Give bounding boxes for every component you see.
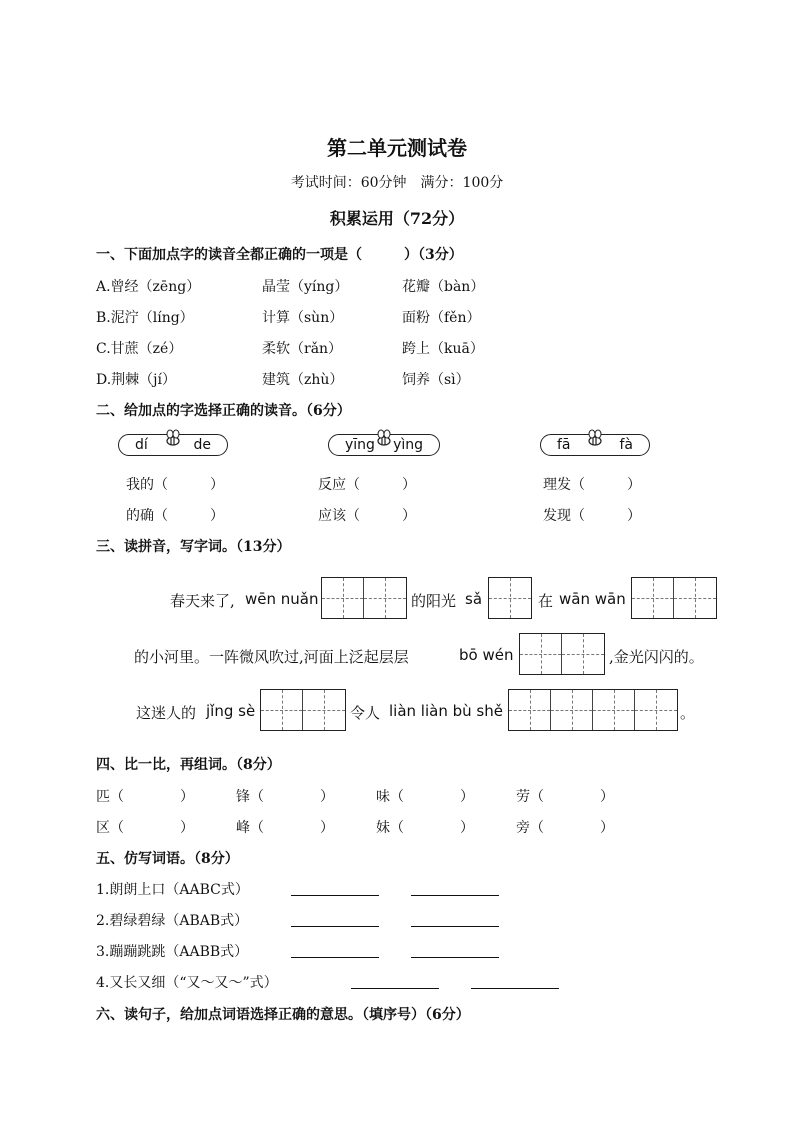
q2-item-6: 发现（ ） (543, 508, 641, 524)
answer-grid[interactable] (508, 689, 678, 731)
q3-line1-text-b: 的阳光 (411, 592, 457, 610)
q3-line1-text-c: 在 (538, 592, 554, 610)
q3-line1-pinyin-2: sǎ (465, 590, 483, 608)
q4-item-1: 匹（ ） (96, 789, 194, 805)
q5-item-4: 4.又长又细（“又～又～”式） (96, 975, 278, 991)
answer-grid[interactable] (519, 633, 605, 675)
q1-title: 一、下面加点字的读音全都正确的一项是（ ）（3分） (96, 247, 463, 263)
answer-blank[interactable] (291, 895, 379, 896)
q1-option-d3: 饲养（sì） (402, 372, 470, 388)
q3-line3-text-a: 这迷人的 (136, 704, 197, 722)
q2-item-3: 理发（ ） (543, 477, 641, 493)
answer-blank[interactable] (291, 957, 379, 958)
pinyin-option-left: yīng (345, 437, 375, 453)
q1-option-a2: 晶莹（yíng） (262, 279, 349, 295)
bee-icon (161, 429, 185, 451)
q3-line1-text-a: 春天来了, (170, 592, 235, 610)
q3-title: 三、读拼音，写字词。（13分） (96, 539, 291, 555)
q1-option-d2: 建筑（zhù） (262, 372, 344, 388)
q3-line3-text-b: 令人 (350, 704, 381, 722)
q2-title: 二、给加点的字选择正确的读音。（6分） (96, 403, 351, 419)
pinyin-option-left: dí (135, 437, 148, 453)
pinyin-pill-2 (328, 434, 440, 456)
q1-option-b3: 面粉（fěn） (402, 310, 481, 326)
answer-grid[interactable] (488, 577, 532, 619)
q4-item-2: 锋（ ） (236, 789, 334, 805)
answer-blank[interactable] (411, 895, 499, 896)
answer-blank[interactable] (411, 957, 499, 958)
q4-item-7: 妹（ ） (376, 820, 474, 836)
q3-line3-pinyin-1: jǐng sè (206, 702, 256, 720)
q5-item-2: 2.碧绿碧绿（ABAB式） (96, 913, 249, 929)
pinyin-option-right: de (193, 437, 211, 453)
q1-option-b1: B.泥泞（líng） (96, 310, 194, 326)
q3-line3-text-c: 。 (680, 704, 696, 722)
bee-icon (372, 429, 396, 451)
q4-item-3: 味（ ） (376, 789, 474, 805)
q3-line3-pinyin-2: liàn liàn bù shě (389, 702, 503, 720)
q5-item-1: 1.朗朗上口（AABC式） (96, 882, 249, 898)
q1-option-a1: A.曾经（zēng） (96, 279, 201, 295)
q2-item-1: 我的（ ） (126, 477, 224, 493)
answer-blank[interactable] (291, 926, 379, 927)
q1-option-d1: D.荆棘（jí） (96, 372, 176, 388)
answer-grid[interactable] (260, 689, 346, 731)
q1-option-a3: 花瓣（bàn） (402, 279, 485, 295)
q5-item-3: 3.蹦蹦跳跳（AABB式） (96, 944, 249, 960)
q2-item-5: 应该（ ） (318, 508, 416, 524)
q4-title: 四、比一比，再组词。（8分） (96, 757, 281, 773)
q3-line2-text-b: ,金光闪闪的。 (609, 648, 704, 666)
q6-title: 六、读句子，给加点词语选择正确的意思。（填序号）（6分） (96, 1007, 470, 1023)
q3-line1-pinyin-3: wān wān (559, 590, 626, 608)
q4-item-8: 旁（ ） (516, 820, 614, 836)
q1-option-c1: C.甘蔗（zé） (96, 341, 183, 357)
q4-item-5: 区（ ） (96, 820, 194, 836)
q1-option-c2: 柔软（rǎn） (262, 341, 343, 357)
pinyin-option-right: fà (619, 437, 633, 453)
pinyin-option-right: yìng (393, 437, 423, 453)
q3-line1-pinyin-1: wēn nuǎn (245, 590, 319, 608)
answer-blank[interactable] (351, 988, 439, 989)
exam-info: 考试时间：60分钟 满分：100分 (290, 175, 504, 191)
page-title: 第二单元测试卷 (327, 136, 467, 160)
pinyin-pill-3 (540, 434, 650, 456)
q4-item-4: 劳（ ） (516, 789, 614, 805)
pinyin-option-left: fā (557, 437, 571, 453)
q3-line2-pinyin-1: bō wén (459, 646, 514, 664)
q3-line2-text-a: 的小河里。一阵微风吹过,河面上泛起层层 (134, 648, 409, 666)
pinyin-pill-1 (118, 434, 228, 456)
q1-option-b2: 计算（sùn） (262, 310, 344, 326)
q5-title: 五、仿写词语。（8分） (96, 851, 239, 867)
answer-blank[interactable] (411, 926, 499, 927)
q1-option-c3: 跨上（kuā） (402, 341, 484, 357)
answer-grid[interactable] (321, 577, 407, 619)
q2-item-4: 的确（ ） (126, 508, 224, 524)
answer-grid[interactable] (631, 577, 717, 619)
answer-blank[interactable] (471, 988, 559, 989)
part-title: 积累运用（72分） (329, 209, 465, 228)
q4-item-6: 峰（ ） (236, 820, 334, 836)
bee-icon (583, 429, 607, 451)
q2-item-2: 反应（ ） (318, 477, 416, 493)
